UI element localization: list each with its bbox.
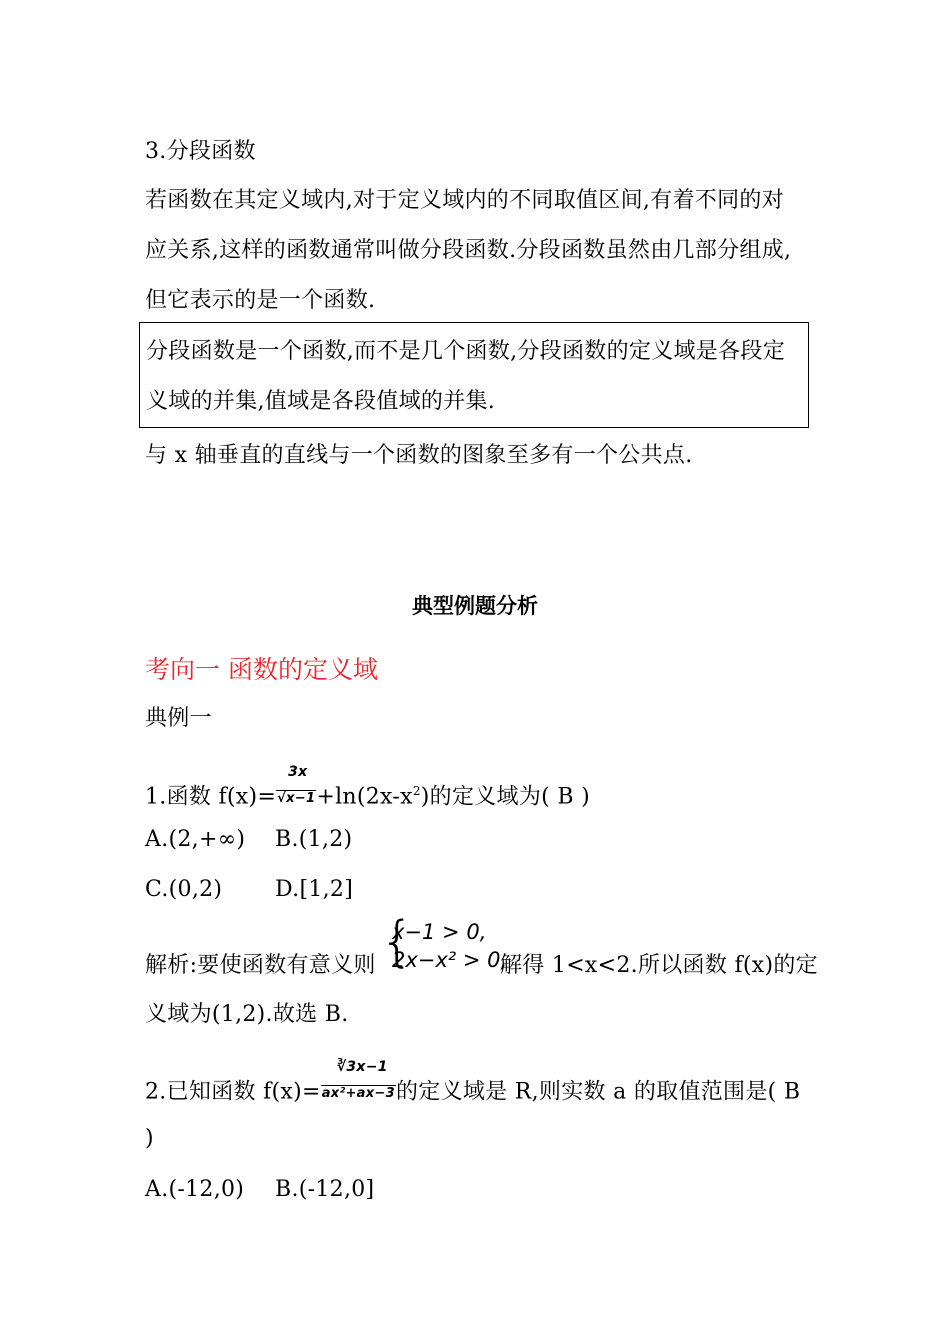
left-brace: {	[380, 910, 415, 973]
example-label: 典例一	[145, 706, 212, 731]
question-2	[145, 1059, 801, 1109]
note-line-1: 分段函数是一个函数,而不是几个函数,分段函数的定义域是各段定	[146, 339, 785, 364]
examples-title: 典型例题分析	[412, 594, 538, 618]
question-1	[145, 763, 590, 814]
q2-fraction	[321, 1059, 396, 1109]
q1-option-d: D.[1,2]	[275, 877, 354, 902]
topic-heading: 考向一 函数的定义域	[145, 655, 378, 684]
paragraph-line-1: 若函数在其定义域内,对于定义域内的不同取值区间,有着不同的对	[145, 188, 784, 213]
note-box	[139, 322, 809, 428]
inequality-system	[380, 910, 508, 976]
paragraph-line-2: 应关系,这样的函数通常叫做分段函数.分段函数虽然由几部分组成,	[145, 238, 792, 263]
solution-prefix: 解析:要使函数有意义则	[145, 953, 376, 978]
q2-line-2: )	[145, 1126, 154, 1151]
q2-fraction-denominator: ax²+ax−3	[321, 1086, 395, 1101]
q1-option-b: B.(1,2)	[275, 827, 353, 852]
q1-suffix-a: +ln(2x-x	[316, 784, 413, 810]
q1-superscript: 2	[412, 784, 421, 798]
solution-line-2: 义域为(1,2).故选 B.	[145, 1002, 349, 1027]
q1-option-a: A.(2,+∞)	[145, 827, 246, 852]
note-line-2: 义域的并集,值域是各段值域的并集.	[146, 389, 496, 414]
solution-suffix: 解得 1<x<2.所以函数 f(x)的定	[500, 953, 818, 978]
inequality-row-1: x−1 > 0,	[392, 920, 487, 944]
inequality-row-2: 2x−x² > 0,	[392, 948, 508, 972]
q2-option-b: B.(-12,0]	[275, 1177, 375, 1202]
paragraph-line-3: 但它表示的是一个函数.	[145, 288, 376, 313]
q1-fraction-numerator: 3x	[288, 763, 308, 780]
q1-suffix-b: )的定义域为( B )	[420, 784, 590, 810]
q1-fraction	[276, 763, 316, 814]
q1-prefix: 1.函数 f(x)=	[145, 784, 277, 810]
q1-fraction-denominator: √x−1	[277, 790, 316, 806]
q1-option-c: C.(0,2)	[145, 877, 223, 902]
q2-fraction-numerator: ∛3x−1	[336, 1059, 388, 1075]
q2-option-a: A.(-12,0)	[145, 1177, 245, 1202]
section-title: 3.分段函数	[145, 139, 256, 164]
q2-suffix: 的定义域是 R,则实数 a 的取值范围是( B	[395, 1079, 801, 1105]
q2-prefix: 2.已知函数 f(x)=	[145, 1079, 321, 1105]
vertical-line-note: 与 x 轴垂直的直线与一个函数的图象至多有一个公共点.	[145, 443, 693, 468]
